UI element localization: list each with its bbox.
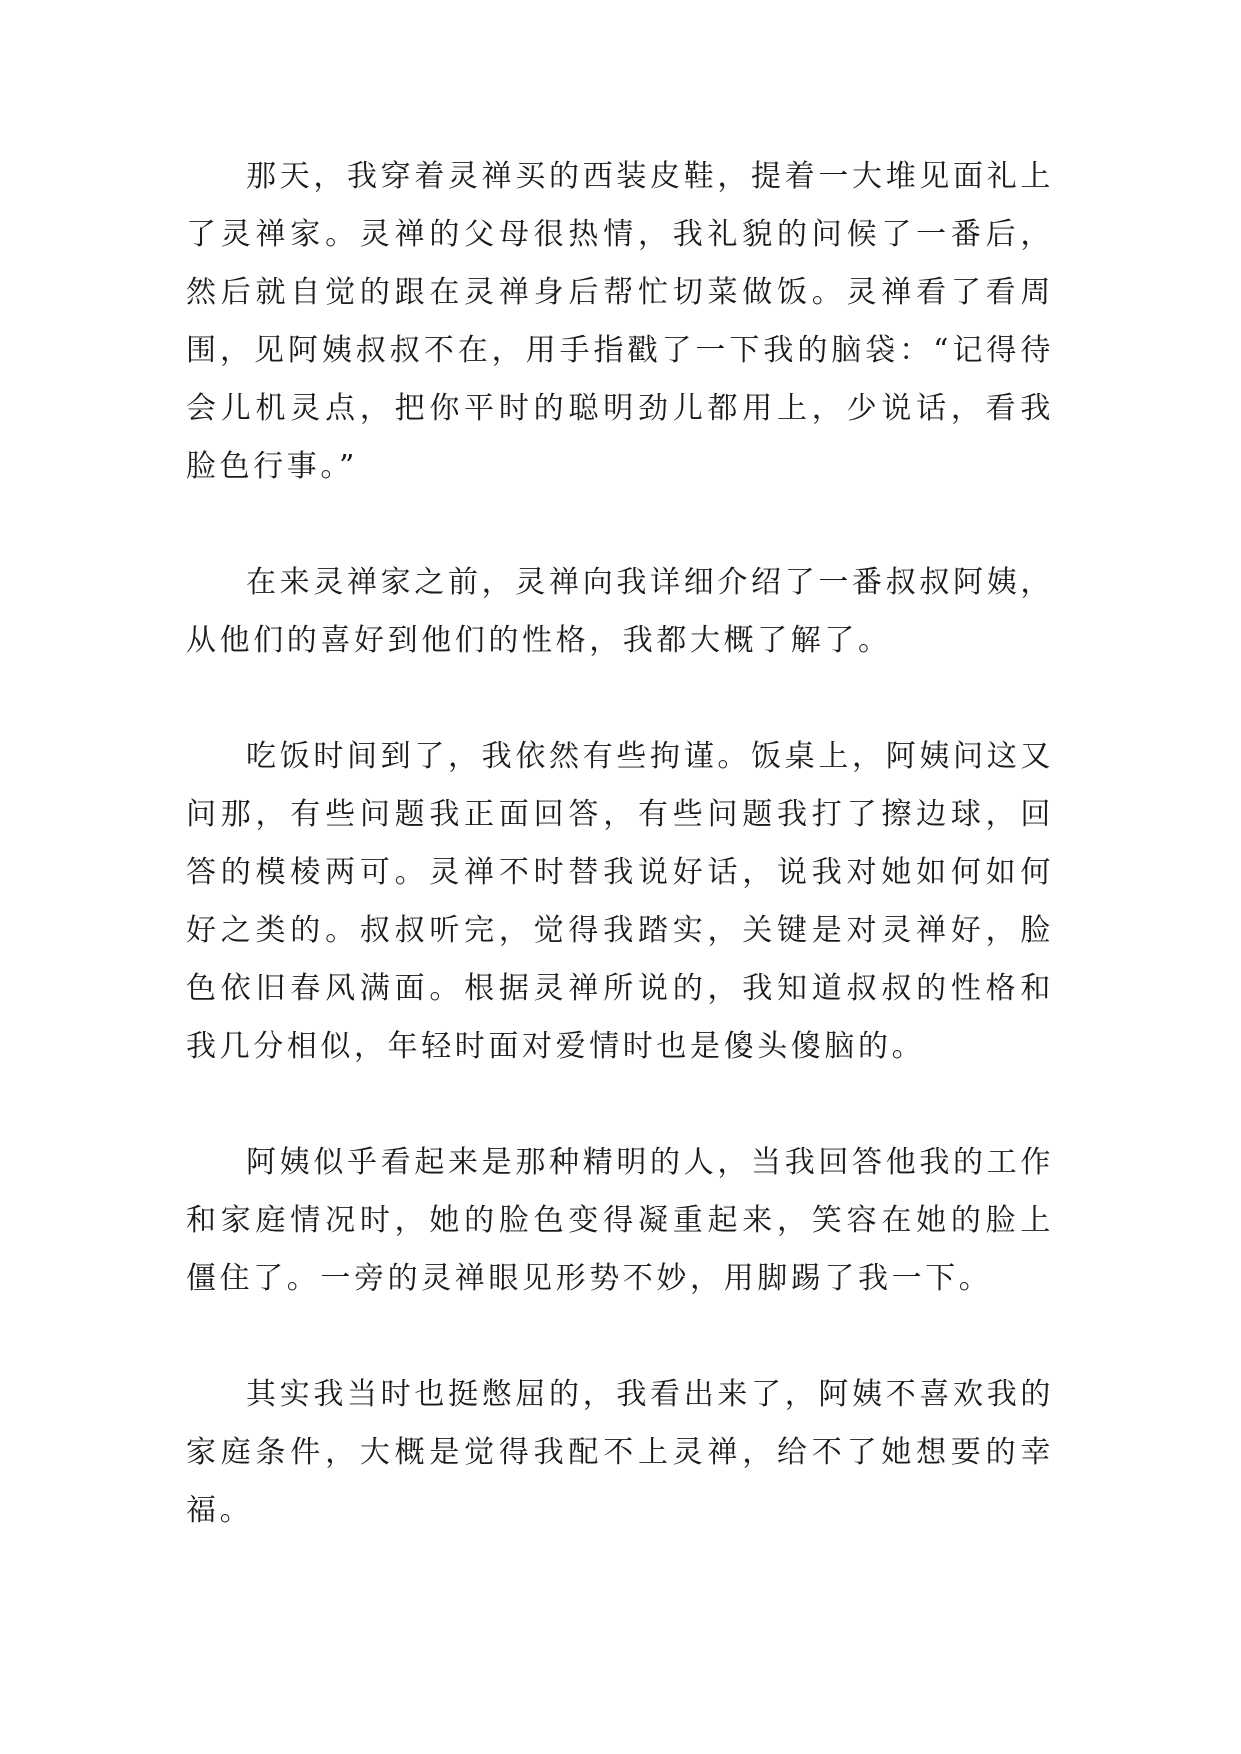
paragraph-reflection: 其实我当时也挺憋屈的，我看出来了，阿姨不喜欢我的家庭条件，大概是觉得我配不上灵禅，给不了她想要的幸福。 bbox=[186, 1377, 1054, 1528]
paragraph-introduction: 在来灵禅家之前，灵禅向我详细介绍了一番叔叔阿姨，从他们的喜好到他们的性格，我都大概了解了。 bbox=[186, 565, 1054, 658]
paragraph-dinner: 吃饭时间到了，我依然有些拘谨。饭桌上，阿姨问这又问那，有些问题我正面回答，有些问题我打了擦边球，回答的模棱两可。灵禅不时替我说好话，说我对她如何如何好之类的。叔叔听完，觉得我踏实，关键是对灵禅好，脸色依旧春风满面。根据灵禅所说的，我知道叔叔的性格和我几分相似，年轻时面对爱情时也是傻头傻脑的。 bbox=[186, 739, 1054, 1064]
document-body bbox=[186, 148, 1054, 1540]
paragraph-aunt-reaction: 阿姨似乎看起来是那种精明的人，当我回答他我的工作和家庭情况时，她的脸色变得凝重起来，笑容在她的脸上僵住了。一旁的灵禅眼见形势不妙，用脚踢了我一下。 bbox=[186, 1145, 1054, 1296]
paragraph-visit: 那天，我穿着灵禅买的西装皮鞋，提着一大堆见面礼上了灵禅家。灵禅的父母很热情，我礼貌的问候了一番后，然后就自觉的跟在灵禅身后帮忙切菜做饭。灵禅看了看周围，见阿姨叔叔不在，用手指戳了一下我的脑袋：“记得待会儿机灵点，把你平时的聪明劲儿都用上，少说话，看我脸色行事。” bbox=[186, 159, 1054, 484]
